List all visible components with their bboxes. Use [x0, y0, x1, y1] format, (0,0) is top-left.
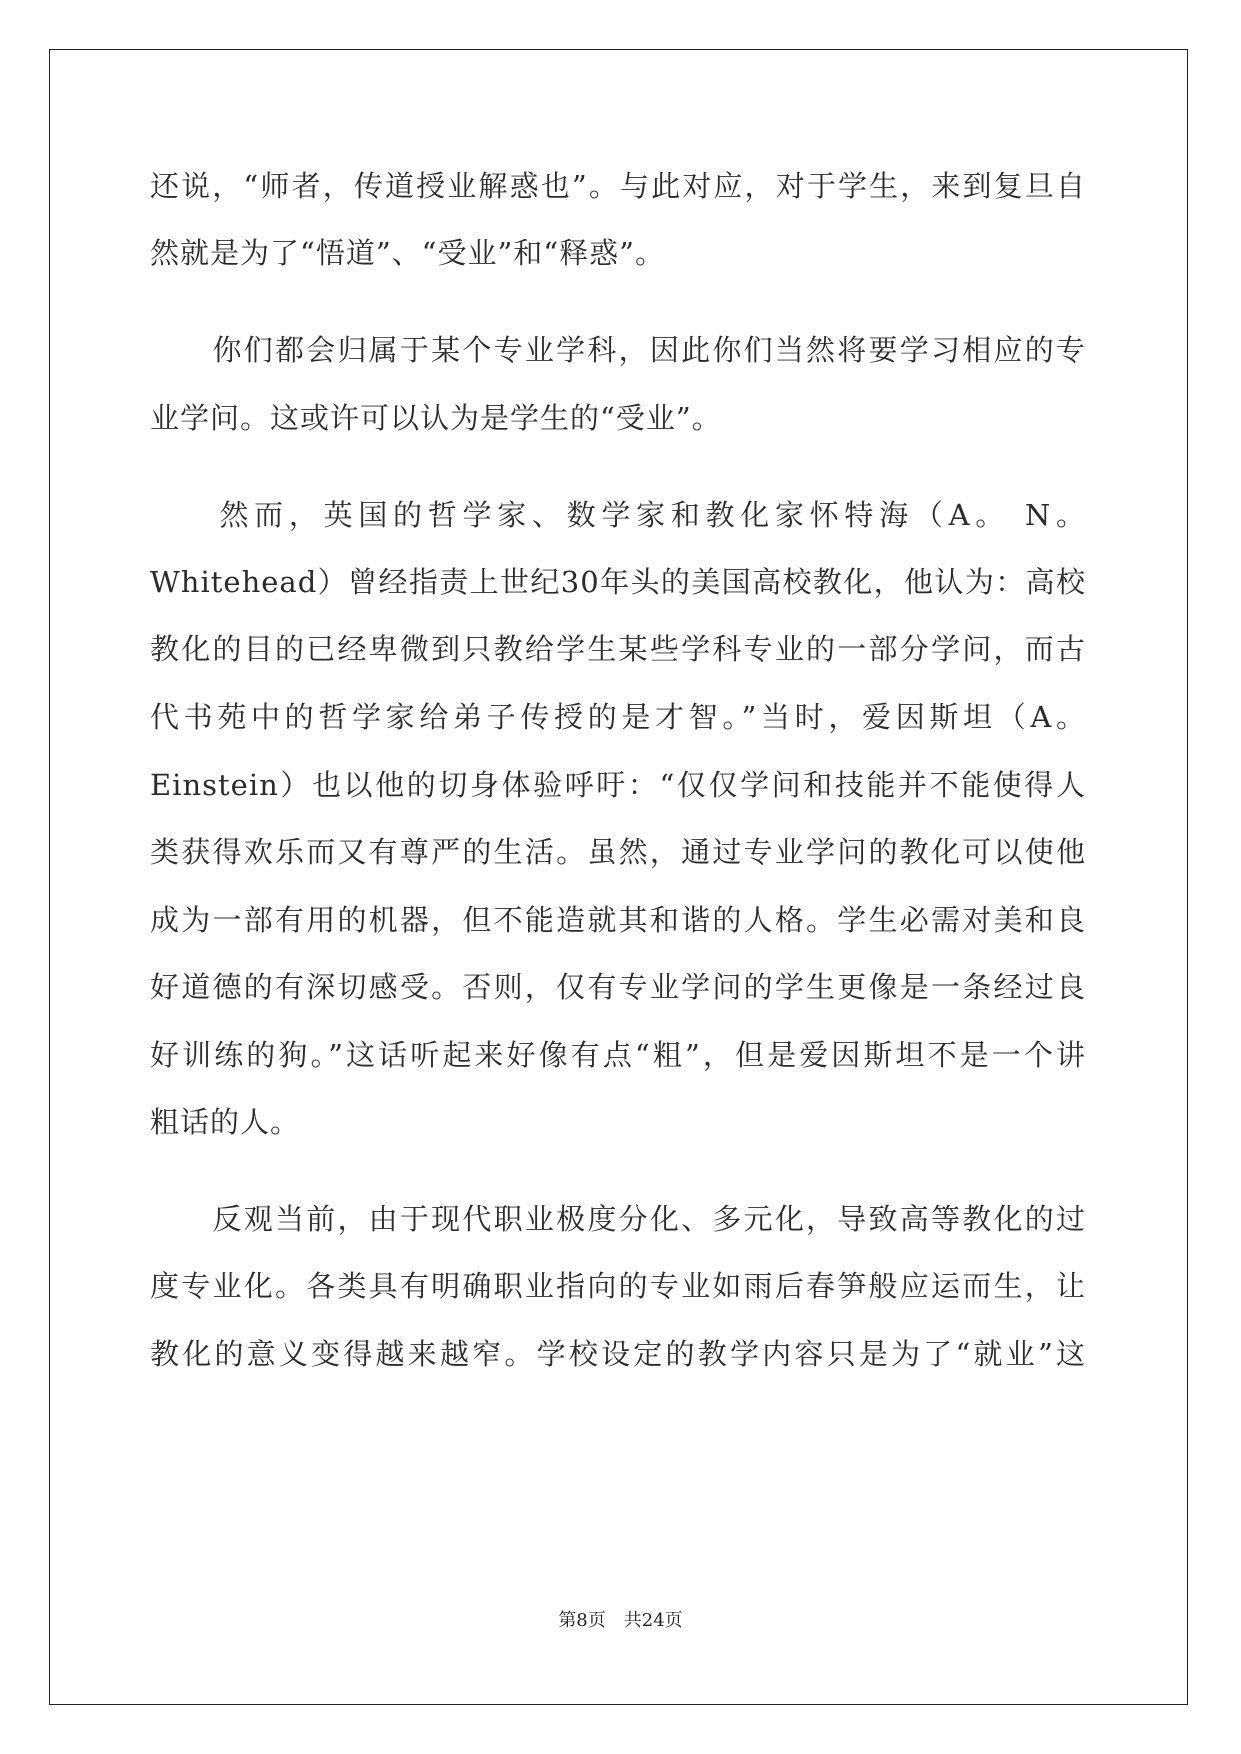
text-line: 好道德的有深切感受。否则，仅有专业学问的学生更像是一条经过良 — [150, 970, 1086, 1004]
text-line: 然就是为了“悟道”、“受业”和“释惑”。 — [150, 236, 665, 270]
text-line: 成为一部有用的机器，但不能造就其和谐的人格。学生必需对美和良 — [150, 903, 1086, 937]
text-line: Whitehead）曾经指责上世纪30年头的美国高校教化，他认为：高校 — [150, 565, 1086, 599]
text-line: 好训练的狗。”这话听起来好像有点“粗”，但是爱因斯坦不是一个讲 — [150, 1038, 1086, 1072]
page-border — [49, 49, 1188, 1705]
text-line: 反观当前，由于现代职业极度分化、多元化，导致高等教化的过 — [150, 1202, 1086, 1236]
page-total: 共24页 — [623, 1610, 683, 1631]
page-footer — [0, 1606, 1241, 1632]
text-line: 你们都会归属于某个专业学科，因此你们当然将要学习相应的专 — [150, 333, 1086, 367]
text-line: 还说，“师者，传道授业解惑也”。与此对应，对于学生，来到复旦自 — [150, 169, 1086, 203]
page-number: 第8页 — [558, 1610, 606, 1631]
text-line: 类获得欢乐而又有尊严的生活。虽然，通过专业学问的教化可以使他 — [150, 835, 1086, 869]
text-line: Einstein）也以他的切身体验呼吁：“仅仅学问和技能并不能使得人 — [150, 768, 1086, 802]
text-line: 粗话的人。 — [150, 1105, 301, 1139]
text-line: 代书苑中的哲学家给弟子传授的是才智。”当时，爱因斯坦（A。 — [150, 700, 1086, 734]
text-line: 度专业化。各类具有明确职业指向的专业如雨后春笋般应运而生，让 — [150, 1269, 1086, 1303]
text-line: 然而，英国的哲学家、数学家和教化家怀特海（A。 N。 — [150, 498, 1086, 532]
text-line: 教化的意义变得越来越窄。学校设定的教学内容只是为了“就业”这 — [150, 1337, 1086, 1371]
text-line: 业学问。这或许可以认为是学生的“受业”。 — [150, 401, 722, 435]
text-line: 教化的目的已经卑微到只教给学生某些学科专业的一部分学问，而古 — [150, 632, 1086, 666]
